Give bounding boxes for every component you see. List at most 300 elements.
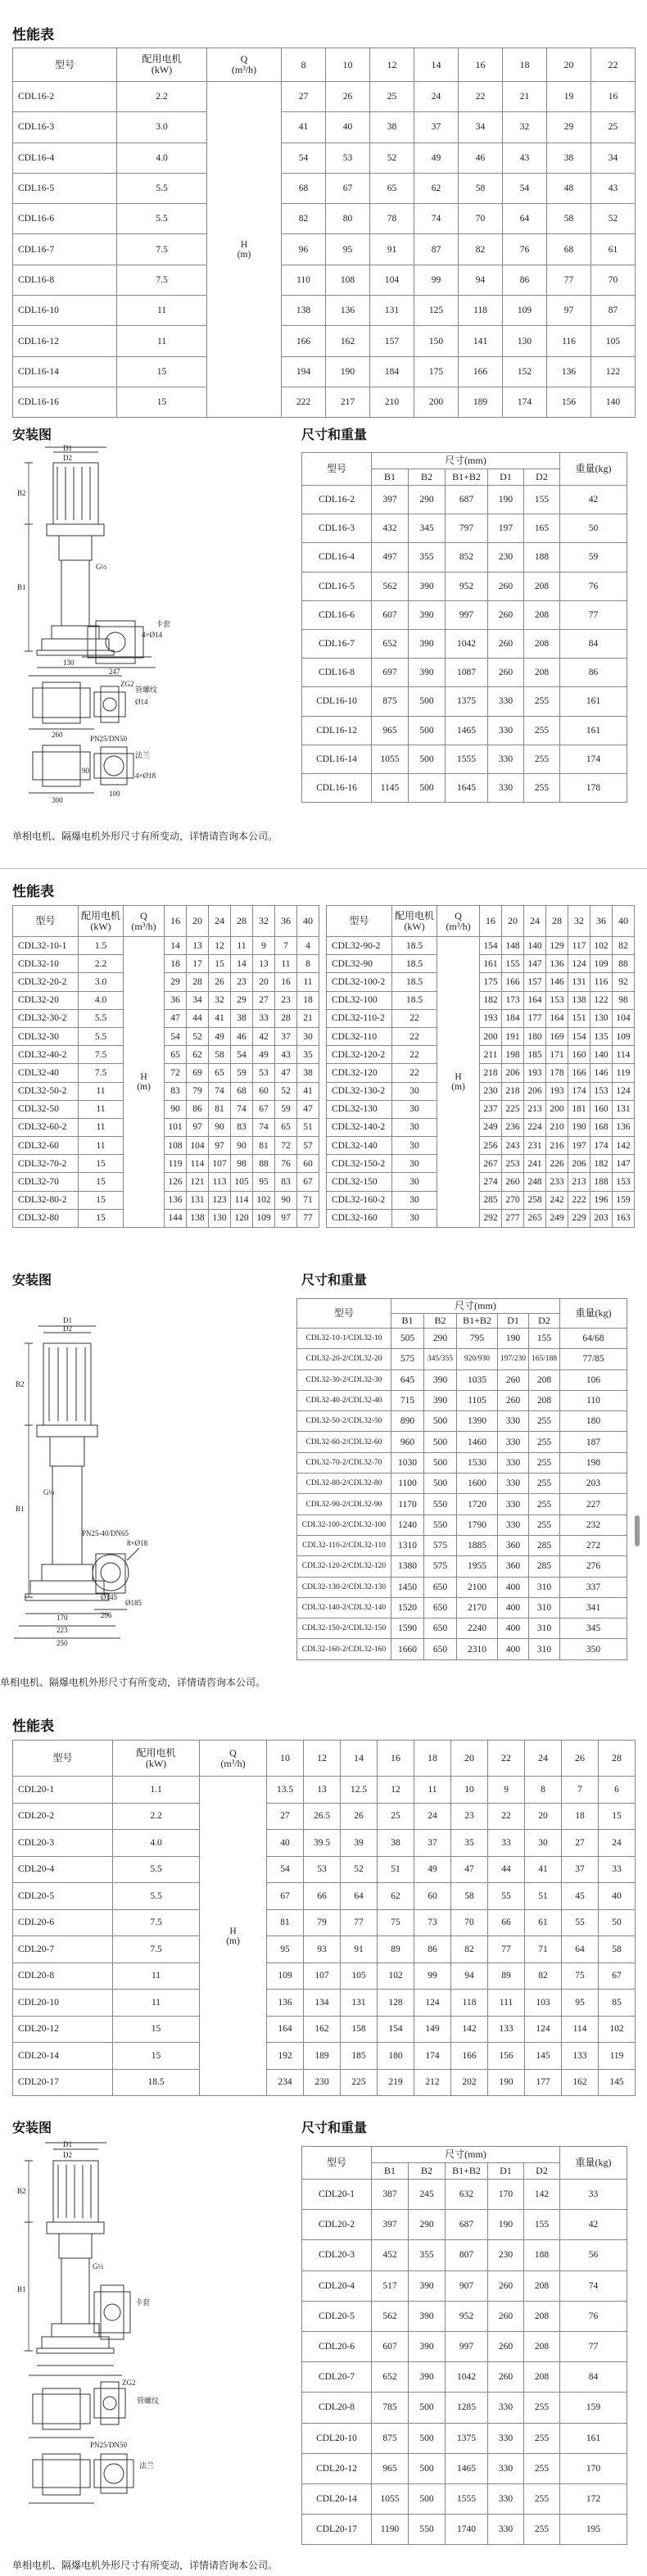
head-value-cell: 218 bbox=[502, 1082, 524, 1100]
dimension-cell: 432 bbox=[372, 514, 409, 543]
head-value-cell: 248 bbox=[524, 1173, 546, 1191]
dimension-cell: 390 bbox=[424, 1369, 457, 1390]
head-value-cell: 80 bbox=[326, 204, 370, 234]
dimension-cell: 255 bbox=[529, 1432, 560, 1452]
pump-barrel bbox=[61, 2258, 89, 2324]
head-value-cell: 153 bbox=[590, 1082, 613, 1100]
label-d2: D2 bbox=[63, 2151, 72, 2159]
head-value-cell: 114 bbox=[231, 1191, 253, 1209]
head-value-cell: 174 bbox=[590, 1137, 613, 1155]
head-value-cell: 52 bbox=[591, 204, 636, 234]
head-value-cell: 12 bbox=[378, 1777, 414, 1804]
head-value-cell: 79 bbox=[187, 1082, 209, 1100]
head-value-cell: 181 bbox=[568, 1100, 590, 1118]
label-side6: 100 bbox=[109, 790, 120, 798]
cdl32-performance-table-right bbox=[326, 905, 635, 1228]
dim-col: B1 bbox=[372, 469, 409, 486]
head-value-cell: 60 bbox=[253, 1082, 275, 1100]
table-row bbox=[13, 265, 636, 295]
head-value-cell: 23 bbox=[275, 991, 297, 1009]
label-n1: 8×Ø18 bbox=[127, 1539, 148, 1547]
table-row bbox=[327, 1027, 635, 1045]
head-value-cell: 109 bbox=[267, 1963, 304, 1990]
dimension-cell: 255 bbox=[524, 2423, 560, 2453]
motor-power-cell: 11 bbox=[79, 1137, 124, 1155]
label-n2: 170 bbox=[57, 1614, 68, 1622]
motor-power-cell: 7.5 bbox=[113, 1909, 200, 1936]
head-value-cell: 162 bbox=[304, 2016, 341, 2043]
head-value-cell: 160 bbox=[568, 1046, 590, 1064]
dimension-cell: 1145 bbox=[372, 773, 409, 802]
head-value-cell: 206 bbox=[568, 1155, 590, 1173]
dim-col: D2 bbox=[529, 1314, 560, 1329]
label-b2: B2 bbox=[17, 489, 26, 497]
head-value-cell: 242 bbox=[546, 1191, 568, 1209]
label-n2: 130 bbox=[63, 659, 75, 667]
head-value-cell: 274 bbox=[480, 1173, 502, 1191]
head-value-cell: 230 bbox=[304, 2069, 341, 2096]
dimension-cell: 190 bbox=[488, 486, 524, 514]
head-value-cell: 129 bbox=[546, 937, 568, 955]
head-value-cell: 237 bbox=[480, 1100, 502, 1118]
head-value-cell: 97 bbox=[547, 296, 591, 326]
dim-col: B1 bbox=[391, 1314, 424, 1329]
dimension-cell: 650 bbox=[424, 1639, 457, 1659]
label-g: G½ bbox=[43, 1488, 55, 1496]
flow-header: 24 bbox=[524, 906, 546, 937]
table-row bbox=[297, 1432, 627, 1452]
table-row bbox=[302, 687, 627, 716]
table-row bbox=[327, 1118, 635, 1136]
head-value-cell: 102 bbox=[599, 2016, 636, 2043]
model-cell: CDL16-7 bbox=[13, 234, 117, 265]
head-value-cell: 75 bbox=[562, 1963, 599, 1990]
head-label-cell bbox=[207, 82, 282, 418]
flow-header: 16 bbox=[459, 48, 503, 82]
head-value-cell: 76 bbox=[503, 234, 547, 265]
table-row bbox=[13, 387, 636, 417]
label-n4: 260 bbox=[52, 731, 63, 739]
dimension-cell: 890 bbox=[391, 1411, 424, 1432]
dimension-cell: 500 bbox=[409, 2423, 446, 2453]
head-label: H bbox=[455, 1072, 462, 1082]
cdl16-installation-drawing bbox=[12, 442, 295, 807]
flow-header: 12 bbox=[370, 48, 414, 82]
head-value-cell: 145 bbox=[599, 2069, 636, 2096]
table-row bbox=[302, 2331, 627, 2361]
table-row bbox=[327, 1209, 635, 1227]
weight-cell: 84 bbox=[560, 2362, 627, 2393]
model-cell: CDL16-6 bbox=[13, 204, 117, 234]
table-row bbox=[327, 1009, 635, 1027]
head-value-cell: 34 bbox=[187, 991, 209, 1009]
dimension-cell: 907 bbox=[446, 2270, 488, 2301]
head-value-cell: 185 bbox=[524, 1046, 546, 1064]
cdl16-dimension-table bbox=[301, 452, 627, 803]
motor-power-cell: 2.2 bbox=[113, 1803, 200, 1830]
head-value-cell: 163 bbox=[613, 1209, 635, 1227]
dimension-cell: 208 bbox=[524, 659, 560, 687]
model-cell: CDL32-140 bbox=[327, 1137, 392, 1155]
motor-power-cell: 18.5 bbox=[392, 991, 437, 1009]
model-cell: CDL20-5 bbox=[13, 1883, 113, 1910]
scrollbar-thumb[interactable] bbox=[635, 1515, 640, 1546]
head-value-cell: 136 bbox=[546, 955, 568, 973]
head-value-cell: 189 bbox=[304, 2043, 341, 2070]
dimension-cell: 345/355 bbox=[424, 1349, 457, 1369]
head-value-cell: 125 bbox=[414, 296, 459, 326]
head-value-cell: 117 bbox=[568, 937, 590, 955]
table-row bbox=[297, 1577, 627, 1597]
dimension-cell: 330 bbox=[488, 2393, 524, 2423]
label-n6: Ø145 bbox=[101, 1593, 117, 1601]
head-value-cell: 196 bbox=[590, 1191, 613, 1209]
motor-body bbox=[53, 2161, 98, 2222]
head-value-cell: 60 bbox=[297, 1155, 319, 1173]
table-row bbox=[13, 955, 319, 973]
weight-cell: 56 bbox=[560, 2240, 627, 2270]
model-cell: CDL20-2 bbox=[302, 2210, 372, 2240]
head-value-cell: 164 bbox=[524, 991, 546, 1009]
flow-header: 28 bbox=[546, 906, 568, 937]
weight-cell: 350 bbox=[560, 1639, 627, 1659]
header-model: 型号 bbox=[13, 906, 79, 937]
head-value-cell: 15 bbox=[599, 1803, 636, 1830]
motor-power-cell: 5.5 bbox=[113, 1883, 200, 1910]
flow-header: 24 bbox=[525, 1741, 562, 1777]
dimension-cell: 500 bbox=[424, 1432, 457, 1452]
model-cell: CDL16-7 bbox=[302, 629, 372, 658]
weight-cell: 161 bbox=[560, 716, 627, 745]
cdl32-note: 单相电机、隔爆电机外形尺寸有所变动，详情请咨询本公司。 bbox=[0, 1677, 266, 1688]
head-value-cell: 25 bbox=[370, 82, 414, 112]
dimension-cell: 550 bbox=[409, 2515, 446, 2545]
head-value-cell: 70 bbox=[451, 1909, 488, 1936]
weight-cell: 232 bbox=[560, 1514, 627, 1535]
model-cell: CDL32-140-2 bbox=[327, 1118, 392, 1136]
model-cell: CDL32-10-1 bbox=[13, 937, 79, 955]
dimension-cell: 1170 bbox=[391, 1494, 424, 1514]
head-value-cell: 120 bbox=[231, 1209, 253, 1227]
dimension-cell: 390 bbox=[409, 600, 446, 629]
head-value-cell: 44 bbox=[187, 1009, 209, 1027]
table-row bbox=[302, 2362, 627, 2393]
dimension-cell: 390 bbox=[409, 2301, 446, 2331]
dimension-cell: 330 bbox=[498, 1474, 529, 1494]
head-value-cell: 177 bbox=[525, 2069, 562, 2096]
weight-cell: 59 bbox=[560, 543, 627, 572]
head-value-cell: 49 bbox=[414, 1856, 451, 1883]
head-value-cell: 166 bbox=[451, 2043, 488, 2070]
model-cell: CDL32-70-2 bbox=[13, 1155, 79, 1173]
label-n6: Ø14 bbox=[135, 698, 148, 706]
head-value-cell: 216 bbox=[546, 1137, 568, 1155]
dimension-cell: 1030 bbox=[391, 1452, 424, 1473]
flow-header: 8 bbox=[282, 48, 326, 82]
head-value-cell: 53 bbox=[304, 1856, 341, 1883]
cdl16-note: 单相电机、隔爆电机外形尺寸有所变动，详情请咨询本公司。 bbox=[12, 831, 278, 842]
head-value-cell: 121 bbox=[187, 1173, 209, 1191]
model-cell: CDL32-20-2/CDL32-20 bbox=[297, 1349, 391, 1369]
head-value-cell: 185 bbox=[341, 2043, 378, 2070]
head-value-cell: 130 bbox=[209, 1209, 231, 1227]
head-value-cell: 159 bbox=[613, 1191, 635, 1209]
head-value-cell: 140 bbox=[591, 387, 636, 417]
label-side3: 法兰 bbox=[135, 751, 151, 759]
motor-power-cell: 11 bbox=[117, 296, 207, 326]
head-value-cell: 54 bbox=[282, 143, 326, 173]
dimension-cell: 260 bbox=[498, 1369, 529, 1390]
dimension-cell: 330 bbox=[488, 773, 524, 802]
head-value-cell: 101 bbox=[165, 1118, 187, 1136]
head-value-cell: 166 bbox=[568, 1064, 590, 1082]
head-value-cell: 41 bbox=[297, 1082, 319, 1100]
table-row bbox=[13, 2043, 636, 2070]
table-row bbox=[13, 1064, 319, 1082]
model-cell: CDL32-110 bbox=[327, 1027, 392, 1045]
motor-power-cell: 7.5 bbox=[79, 1046, 124, 1064]
dimension-cell: 165/188 bbox=[529, 1349, 560, 1369]
dimension-cell: 255 bbox=[529, 1494, 560, 1514]
head-value-cell: 38 bbox=[370, 112, 414, 143]
table-row bbox=[13, 937, 319, 955]
dimension-cell: 500 bbox=[424, 1474, 457, 1494]
head-value-cell: 38 bbox=[378, 1830, 414, 1857]
head-value-cell: 102 bbox=[378, 1963, 414, 1990]
head-value-cell: 173 bbox=[502, 991, 524, 1009]
dimension-cell: 1600 bbox=[457, 1474, 498, 1494]
model-cell: CDL32-30 bbox=[13, 1027, 79, 1045]
dimension-cell: 500 bbox=[409, 2393, 446, 2423]
head-value-cell: 111 bbox=[488, 1990, 525, 2017]
head-label: H bbox=[240, 239, 248, 250]
dim-header-size: 尺寸(mm) bbox=[372, 2147, 560, 2163]
head-value-cell: 217 bbox=[326, 387, 370, 417]
table-row bbox=[302, 2240, 627, 2270]
dim-header-model: 型号 bbox=[297, 1299, 391, 1329]
header-motor: 配用电机 (kW) bbox=[392, 906, 437, 937]
head-value-cell: 26 bbox=[209, 973, 231, 991]
weight-cell: 77/85 bbox=[560, 1349, 627, 1369]
dimension-cell: 255 bbox=[524, 716, 560, 745]
head-value-cell: 86 bbox=[503, 265, 547, 295]
head-value-cell: 64 bbox=[503, 204, 547, 234]
dimension-cell: 500 bbox=[424, 1411, 457, 1432]
label-pn: PN25/DN50 bbox=[90, 735, 128, 743]
head-value-cell: 94 bbox=[459, 265, 503, 295]
label-n5: 300 bbox=[52, 796, 63, 804]
model-cell: CDL32-40-2 bbox=[13, 1046, 79, 1064]
dimension-cell: 2170 bbox=[457, 1597, 498, 1618]
dimension-cell: 230 bbox=[488, 2240, 524, 2270]
dimension-cell: 330 bbox=[488, 687, 524, 716]
head-value-cell: 148 bbox=[502, 937, 524, 955]
head-value-cell: 193 bbox=[524, 1064, 546, 1082]
table-row bbox=[302, 600, 627, 629]
head-value-cell: 73 bbox=[414, 1909, 451, 1936]
head-value-cell: 39.5 bbox=[304, 1830, 341, 1857]
dimension-cell: 330 bbox=[488, 2423, 524, 2453]
head-value-cell: 43 bbox=[275, 1046, 297, 1064]
head-value-cell: 193 bbox=[480, 1009, 502, 1027]
head-value-cell: 27 bbox=[282, 82, 326, 112]
dim-header-model: 型号 bbox=[302, 453, 372, 486]
label-b1: B1 bbox=[17, 583, 26, 591]
head-value-cell: 184 bbox=[370, 356, 414, 387]
dimension-cell: 575 bbox=[424, 1535, 457, 1555]
model-cell: CDL32-70-2/CDL32-70 bbox=[297, 1452, 391, 1473]
table-row bbox=[13, 1963, 636, 1990]
head-value-cell: 210 bbox=[546, 1118, 568, 1136]
table-row bbox=[13, 112, 636, 143]
motor-power-cell: 1.1 bbox=[113, 1777, 200, 1804]
perf-title: 性能表 bbox=[12, 27, 54, 43]
model-cell: CDL32-150-2/CDL32-150 bbox=[297, 1618, 391, 1639]
dimension-cell: 260 bbox=[488, 600, 524, 629]
head-value-cell: 138 bbox=[282, 296, 326, 326]
dimension-cell: 1100 bbox=[391, 1474, 424, 1494]
flow-header: 24 bbox=[209, 906, 231, 937]
dimension-cell: 260 bbox=[488, 572, 524, 600]
head-value-cell: 133 bbox=[488, 2016, 525, 2043]
head-value-cell: 140 bbox=[524, 937, 546, 955]
head-value-cell: 154 bbox=[378, 2016, 414, 2043]
head-value-cell: 59 bbox=[275, 1100, 297, 1118]
dimension-cell: 330 bbox=[488, 745, 524, 773]
dimension-cell: 397 bbox=[372, 2210, 409, 2240]
motor-power-cell: 5.5 bbox=[113, 1856, 200, 1883]
model-cell: CDL16-10 bbox=[13, 296, 117, 326]
dimension-cell: 562 bbox=[372, 572, 409, 600]
head-value-cell: 29 bbox=[165, 973, 187, 991]
dimension-cell: 310 bbox=[529, 1577, 560, 1597]
head-value-cell: 86 bbox=[187, 1100, 209, 1118]
head-value-cell: 65 bbox=[370, 173, 414, 203]
flow-header: 16 bbox=[378, 1741, 414, 1777]
head-value-cell: 119 bbox=[613, 1064, 635, 1082]
flow-header: 14 bbox=[414, 48, 459, 82]
head-value-cell: 146 bbox=[546, 973, 568, 991]
motor-power-cell: 7.5 bbox=[113, 1936, 200, 1963]
dim-header-model: 型号 bbox=[302, 2147, 372, 2180]
head-value-cell: 103 bbox=[525, 1990, 562, 2017]
label-pn: PN25/DN50 bbox=[90, 2441, 128, 2449]
model-cell: CDL32-60-2 bbox=[13, 1118, 79, 1136]
weight-cell: 203 bbox=[560, 1474, 627, 1494]
table-row bbox=[13, 1137, 319, 1155]
dimension-cell: 208 bbox=[524, 629, 560, 658]
dimension-cell: 255 bbox=[524, 2515, 560, 2545]
dimension-cell: 255 bbox=[529, 1514, 560, 1535]
model-cell: CDL20-17 bbox=[302, 2515, 372, 2545]
head-value-cell: 95 bbox=[253, 1173, 275, 1191]
dimension-cell: 255 bbox=[524, 2393, 560, 2423]
table-row bbox=[302, 543, 627, 572]
model-cell: CDL20-10 bbox=[13, 1990, 113, 2017]
flow-header: 36 bbox=[275, 906, 297, 937]
head-value-cell: 40 bbox=[326, 112, 370, 143]
head-value-cell: 39 bbox=[341, 1830, 378, 1857]
dimension-cell: 255 bbox=[529, 1474, 560, 1494]
model-cell: CDL32-120-2 bbox=[327, 1046, 392, 1064]
model-cell: CDL32-130-2/CDL32-130 bbox=[297, 1577, 391, 1597]
dimension-cell: 500 bbox=[409, 2483, 446, 2514]
table-row bbox=[327, 1082, 635, 1100]
head-value-cell: 105 bbox=[231, 1173, 253, 1191]
dimension-cell: 997 bbox=[446, 600, 488, 629]
motor-power-cell: 15 bbox=[113, 2043, 200, 2070]
head-value-cell: 233 bbox=[546, 1173, 568, 1191]
motor-power-cell: 7.5 bbox=[117, 234, 207, 265]
head-value-cell: 22 bbox=[459, 82, 503, 112]
head-value-cell: 26 bbox=[341, 1803, 378, 1830]
table-row bbox=[302, 572, 627, 600]
table-row bbox=[13, 1046, 319, 1064]
dimension-cell: 330 bbox=[488, 2453, 524, 2483]
model-cell: CDL32-30-2 bbox=[13, 1009, 79, 1027]
head-value-cell: 74 bbox=[414, 204, 459, 234]
dim-col: D1 bbox=[498, 1314, 529, 1329]
dimension-cell: 360 bbox=[498, 1556, 529, 1577]
head-value-cell: 14 bbox=[165, 937, 187, 955]
dim-col: B2 bbox=[409, 469, 446, 486]
head-value-cell: 8 bbox=[297, 955, 319, 973]
table-row bbox=[13, 82, 636, 112]
motor-power-cell: 15 bbox=[117, 356, 207, 387]
table-row bbox=[13, 1082, 319, 1100]
head-value-cell: 70 bbox=[591, 265, 636, 295]
head-value-cell: 202 bbox=[451, 2069, 488, 2096]
flow-header: 22 bbox=[488, 1741, 525, 1777]
head-value-cell: 81 bbox=[267, 1909, 304, 1936]
head-value-cell: 83 bbox=[275, 1173, 297, 1191]
perf-title: 性能表 bbox=[12, 1718, 54, 1735]
head-value-cell: 12 bbox=[209, 937, 231, 955]
head-value-cell: 67 bbox=[599, 1963, 636, 1990]
dimension-cell: 400 bbox=[498, 1577, 529, 1597]
head-value-cell: 37 bbox=[275, 1027, 297, 1045]
head-value-cell: 136 bbox=[267, 1990, 304, 2017]
head-value-cell: 182 bbox=[480, 991, 502, 1009]
flow-header: 16 bbox=[165, 906, 187, 937]
head-value-cell: 134 bbox=[304, 1990, 341, 2017]
weight-cell: 42 bbox=[560, 2210, 627, 2240]
head-value-cell: 86 bbox=[414, 1936, 451, 1963]
header-q: Q (m³/h) bbox=[437, 906, 480, 937]
head-value-cell: 55 bbox=[488, 1883, 525, 1910]
dimension-cell: 1375 bbox=[446, 687, 488, 716]
head-value-cell: 47 bbox=[165, 1009, 187, 1027]
dim-col: D1 bbox=[488, 2163, 524, 2180]
dimension-cell: 142 bbox=[524, 2180, 560, 2210]
table-row bbox=[297, 1452, 627, 1473]
cdl20-dimension-table bbox=[301, 2146, 627, 2545]
head-value-cell: 46 bbox=[459, 143, 503, 173]
model-cell: CDL32-90 bbox=[327, 955, 392, 973]
dimension-cell: 285 bbox=[529, 1556, 560, 1577]
motor-power-cell: 30 bbox=[392, 1173, 437, 1191]
model-cell: CDL20-1 bbox=[13, 1777, 113, 1804]
flow-header: 18 bbox=[414, 1741, 451, 1777]
model-cell: CDL20-8 bbox=[302, 2393, 372, 2423]
motor-power-cell: 18.5 bbox=[392, 937, 437, 955]
head-value-cell: 191 bbox=[502, 1027, 524, 1045]
head-value-cell: 82 bbox=[451, 1936, 488, 1963]
label-side1: 卡套 bbox=[135, 2298, 151, 2307]
head-value-cell: 131 bbox=[341, 1990, 378, 2017]
model-cell: CDL20-5 bbox=[302, 2301, 372, 2331]
head-value-cell: 152 bbox=[503, 356, 547, 387]
